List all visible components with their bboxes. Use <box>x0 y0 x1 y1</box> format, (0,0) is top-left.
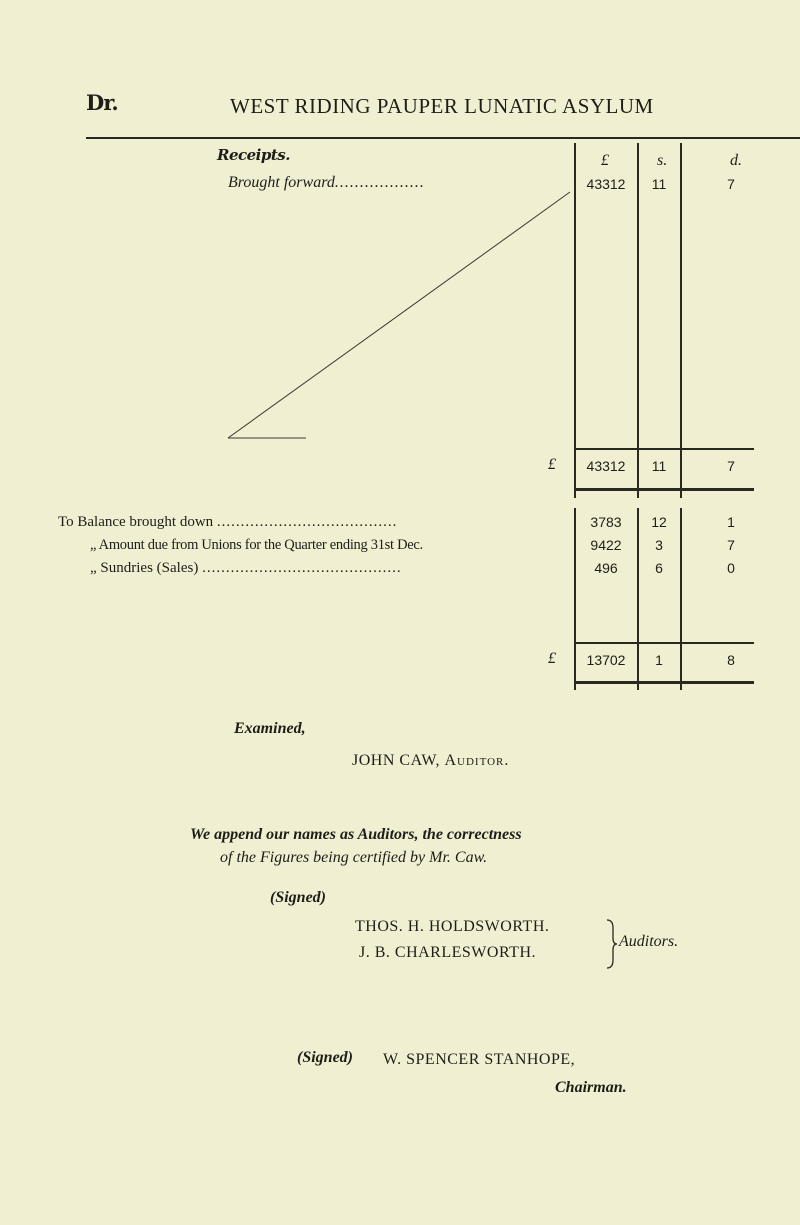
balance-pence-rule <box>680 508 682 690</box>
balance-row-1-label: To Balance brought down ...................................... <box>58 514 398 530</box>
balance-row-1-shillings: 12 <box>651 514 667 530</box>
statement-line-2: of the Figures being certified by Mr. Caw. <box>220 849 488 866</box>
examined-label: Examined, <box>234 720 306 737</box>
page-title: WEST RIDING PAUPER LUNATIC ASYLUM <box>230 94 654 118</box>
auditors-brace <box>604 918 618 970</box>
brought-forward-pence: 7 <box>727 176 735 192</box>
shillings-column-rule <box>637 143 639 498</box>
statement-line-1: We append our names as Auditors, the correctness <box>190 826 522 843</box>
folio-mark: Dr. <box>86 90 118 115</box>
receipts-total-symbol: £ <box>548 456 556 473</box>
balance-total-symbol: £ <box>548 650 556 667</box>
receipts-total-bottom-rule <box>574 488 754 491</box>
balance-row-1-pence: 1 <box>727 514 735 530</box>
brought-forward-label: Brought forward.................. <box>228 174 425 191</box>
balance-row-2-shillings: 3 <box>655 537 663 553</box>
pence-column-rule <box>680 143 682 498</box>
receipts-heading: Receipts. <box>217 146 290 164</box>
pounds-header: £ <box>601 152 609 169</box>
balance-total-pence: 8 <box>727 652 735 668</box>
balance-row-1-pounds: 3783 <box>590 514 622 530</box>
signed-label: (Signed) <box>270 889 326 906</box>
receipts-total-shillings: 11 <box>651 458 667 474</box>
brought-forward-pounds: 43312 <box>586 176 626 192</box>
receipts-total-pounds: 43312 <box>586 458 626 474</box>
balance-row-3-shillings: 6 <box>655 560 663 576</box>
chairman-signed-label: (Signed) <box>297 1049 353 1066</box>
chairman-name: W. SPENCER STANHOPE, <box>383 1051 576 1068</box>
auditor-signature: JOHN CAW, Auditor. <box>352 752 510 769</box>
balance-row-2-pence: 7 <box>727 537 735 553</box>
auditor-name-2: J. B. CHARLESWORTH. <box>359 944 536 961</box>
auditor-name-1: THOS. H. HOLDSWORTH. <box>355 918 550 935</box>
receipts-total-pence: 7 <box>727 458 735 474</box>
balance-row-3-pounds: 496 <box>594 560 618 576</box>
receipts-total-top-rule <box>574 448 754 450</box>
balance-row-2-pounds: 9422 <box>590 537 622 553</box>
chairman-role: Chairman. <box>555 1079 627 1096</box>
balance-total-shillings: 1 <box>655 652 663 668</box>
balance-row-2-label: „ Amount due from Unions for the Quarter ending 31st Dec. <box>90 537 423 553</box>
brought-forward-shillings: 11 <box>651 176 667 192</box>
cancellation-diagonal <box>220 190 580 470</box>
auditors-role: Auditors. <box>619 933 679 950</box>
balance-total-pounds: 13702 <box>586 652 626 668</box>
pence-header: d. <box>730 152 742 169</box>
header-rule <box>86 137 800 139</box>
shillings-header: s. <box>657 152 668 169</box>
balance-row-3-label: „ Sundries (Sales) .......................................... <box>90 560 402 576</box>
balance-row-3-pence: 0 <box>727 560 735 576</box>
balance-total-top-rule <box>574 642 754 644</box>
balance-total-bottom-rule <box>574 681 754 684</box>
